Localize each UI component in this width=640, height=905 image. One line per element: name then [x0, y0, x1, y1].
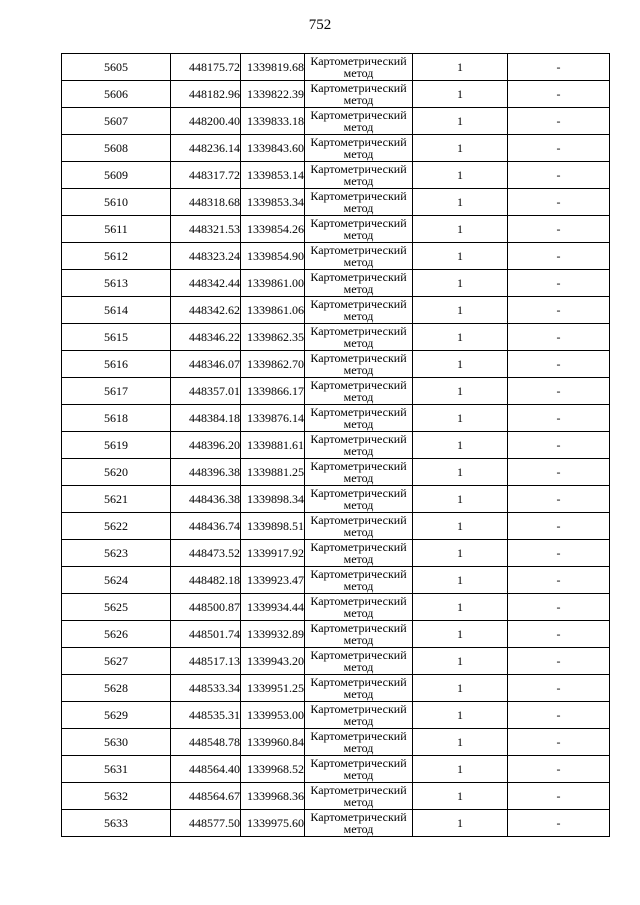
- y-coordinate-cell: 1339876.14: [241, 405, 305, 432]
- x-coordinate-cell: 448346.07: [171, 351, 241, 378]
- method-line2: метод: [343, 714, 374, 728]
- point-number-cell: 5610: [62, 189, 171, 216]
- point-number-cell: 5612: [62, 243, 171, 270]
- table-row: [62, 702, 610, 729]
- y-coordinate-cell: 1339975.60: [241, 810, 305, 837]
- x-coordinate-cell: 448236.14: [171, 135, 241, 162]
- method-line2: метод: [343, 66, 374, 80]
- y-coordinate-cell: 1339866.17: [241, 378, 305, 405]
- description-cell: -: [508, 216, 610, 243]
- y-coordinate-cell: 1339861.00: [241, 270, 305, 297]
- point-number-cell: 5628: [62, 675, 171, 702]
- x-coordinate-cell: 448535.31: [171, 702, 241, 729]
- method-cell: [305, 459, 413, 486]
- method-line1: Картометрический: [310, 810, 407, 824]
- description-cell: -: [508, 432, 610, 459]
- y-coordinate-cell: 1339953.00: [241, 702, 305, 729]
- y-coordinate-cell: 1339822.39: [241, 81, 305, 108]
- method-line1: Картометрический: [310, 729, 407, 743]
- method-cell: [305, 297, 413, 324]
- x-coordinate-cell: 448175.72: [171, 54, 241, 81]
- method-cell: [305, 270, 413, 297]
- point-number-cell: 5622: [62, 513, 171, 540]
- method-cell: [305, 648, 413, 675]
- method-cell: [305, 405, 413, 432]
- method-line2: метод: [343, 552, 374, 566]
- x-coordinate-cell: 448396.38: [171, 459, 241, 486]
- accuracy-cell: 1: [413, 567, 508, 594]
- accuracy-cell: 1: [413, 648, 508, 675]
- y-coordinate-cell: 1339862.35: [241, 324, 305, 351]
- description-cell: -: [508, 486, 610, 513]
- method-line2: метод: [343, 282, 374, 296]
- method-line2: метод: [343, 147, 374, 161]
- accuracy-cell: 1: [413, 810, 508, 837]
- method-cell: [305, 324, 413, 351]
- table-row: [62, 675, 610, 702]
- method-cell: [305, 81, 413, 108]
- table-row: [62, 513, 610, 540]
- x-coordinate-cell: 448548.78: [171, 729, 241, 756]
- y-coordinate-cell: 1339951.25: [241, 675, 305, 702]
- method-line2: метод: [343, 120, 374, 134]
- method-line1: Картометрический: [310, 486, 407, 500]
- method-line2: метод: [343, 498, 374, 512]
- method-cell: [305, 108, 413, 135]
- point-number-cell: 5631: [62, 756, 171, 783]
- description-cell: -: [508, 405, 610, 432]
- table-row: [62, 432, 610, 459]
- table-row: [62, 81, 610, 108]
- description-cell: -: [508, 621, 610, 648]
- method-cell: [305, 675, 413, 702]
- y-coordinate-cell: 1339898.51: [241, 513, 305, 540]
- y-coordinate-cell: 1339968.52: [241, 756, 305, 783]
- table-row: [62, 243, 610, 270]
- method-line2: метод: [343, 687, 374, 701]
- x-coordinate-cell: 448577.50: [171, 810, 241, 837]
- method-line2: метод: [343, 255, 374, 269]
- method-line1: Картометрический: [310, 54, 407, 68]
- table-row: [62, 648, 610, 675]
- method-cell: [305, 702, 413, 729]
- y-coordinate-cell: 1339923.47: [241, 567, 305, 594]
- accuracy-cell: 1: [413, 756, 508, 783]
- method-line1: Картометрический: [310, 675, 407, 689]
- method-line1: Картометрический: [310, 108, 407, 122]
- accuracy-cell: 1: [413, 459, 508, 486]
- description-cell: -: [508, 648, 610, 675]
- method-cell: [305, 378, 413, 405]
- accuracy-cell: 1: [413, 486, 508, 513]
- method-cell: [305, 486, 413, 513]
- method-cell: [305, 621, 413, 648]
- method-line1: Картометрический: [310, 270, 407, 284]
- method-line2: метод: [343, 309, 374, 323]
- accuracy-cell: 1: [413, 675, 508, 702]
- method-line1: Картометрический: [310, 351, 407, 365]
- x-coordinate-cell: 448342.44: [171, 270, 241, 297]
- y-coordinate-cell: 1339862.70: [241, 351, 305, 378]
- method-cell: [305, 513, 413, 540]
- accuracy-cell: 1: [413, 324, 508, 351]
- point-number-cell: 5621: [62, 486, 171, 513]
- x-coordinate-cell: 448346.22: [171, 324, 241, 351]
- accuracy-cell: 1: [413, 270, 508, 297]
- description-cell: -: [508, 270, 610, 297]
- method-line1: Картометрический: [310, 594, 407, 608]
- x-coordinate-cell: 448501.74: [171, 621, 241, 648]
- method-line2: метод: [343, 633, 374, 647]
- accuracy-cell: 1: [413, 621, 508, 648]
- method-line1: Картометрический: [310, 756, 407, 770]
- x-coordinate-cell: 448436.38: [171, 486, 241, 513]
- table-row: [62, 594, 610, 621]
- point-number-cell: 5629: [62, 702, 171, 729]
- method-cell: [305, 756, 413, 783]
- y-coordinate-cell: 1339853.14: [241, 162, 305, 189]
- table-row: [62, 189, 610, 216]
- page-number: 752: [308, 17, 332, 33]
- description-cell: -: [508, 162, 610, 189]
- description-cell: -: [508, 810, 610, 837]
- x-coordinate-cell: 448342.62: [171, 297, 241, 324]
- description-cell: -: [508, 513, 610, 540]
- method-cell: [305, 243, 413, 270]
- method-cell: [305, 540, 413, 567]
- point-number-cell: 5615: [62, 324, 171, 351]
- table-row: [62, 135, 610, 162]
- description-cell: -: [508, 189, 610, 216]
- description-cell: -: [508, 540, 610, 567]
- method-line1: Картометрический: [310, 405, 407, 419]
- x-coordinate-cell: 448564.40: [171, 756, 241, 783]
- table-row: [62, 378, 610, 405]
- description-cell: -: [508, 702, 610, 729]
- method-line1: Картометрический: [310, 459, 407, 473]
- method-line1: Картометрический: [310, 783, 407, 797]
- point-number-cell: 5626: [62, 621, 171, 648]
- method-line2: метод: [343, 606, 374, 620]
- accuracy-cell: 1: [413, 297, 508, 324]
- y-coordinate-cell: 1339833.18: [241, 108, 305, 135]
- accuracy-cell: 1: [413, 729, 508, 756]
- method-cell: [305, 162, 413, 189]
- method-line1: Картометрический: [310, 297, 407, 311]
- method-cell: [305, 567, 413, 594]
- accuracy-cell: 1: [413, 108, 508, 135]
- x-coordinate-cell: 448318.68: [171, 189, 241, 216]
- point-number-cell: 5623: [62, 540, 171, 567]
- point-number-cell: 5605: [62, 54, 171, 81]
- description-cell: -: [508, 324, 610, 351]
- method-line1: Картометрический: [310, 432, 407, 446]
- x-coordinate-cell: 448321.53: [171, 216, 241, 243]
- table-row: [62, 270, 610, 297]
- y-coordinate-cell: 1339898.34: [241, 486, 305, 513]
- description-cell: -: [508, 675, 610, 702]
- description-cell: -: [508, 243, 610, 270]
- y-coordinate-cell: 1339934.44: [241, 594, 305, 621]
- x-coordinate-cell: 448182.96: [171, 81, 241, 108]
- method-cell: [305, 594, 413, 621]
- method-cell: [305, 729, 413, 756]
- table-row: [62, 621, 610, 648]
- description-cell: -: [508, 756, 610, 783]
- accuracy-cell: 1: [413, 432, 508, 459]
- y-coordinate-cell: 1339943.20: [241, 648, 305, 675]
- method-line2: метод: [343, 174, 374, 188]
- point-number-cell: 5632: [62, 783, 171, 810]
- table-row: [62, 297, 610, 324]
- x-coordinate-cell: 448200.40: [171, 108, 241, 135]
- table-row: [62, 324, 610, 351]
- point-number-cell: 5625: [62, 594, 171, 621]
- method-line1: Картометрический: [310, 135, 407, 149]
- accuracy-cell: 1: [413, 378, 508, 405]
- accuracy-cell: 1: [413, 513, 508, 540]
- x-coordinate-cell: 448482.18: [171, 567, 241, 594]
- method-line1: Картометрический: [310, 621, 407, 635]
- method-line2: метод: [343, 93, 374, 107]
- point-number-cell: 5618: [62, 405, 171, 432]
- method-line1: Картометрический: [310, 189, 407, 203]
- point-number-cell: 5630: [62, 729, 171, 756]
- method-cell: [305, 216, 413, 243]
- coordinates-table: [61, 53, 610, 837]
- description-cell: -: [508, 729, 610, 756]
- table-row: [62, 756, 610, 783]
- table-row: [62, 810, 610, 837]
- method-line1: Картометрический: [310, 81, 407, 95]
- description-cell: -: [508, 54, 610, 81]
- y-coordinate-cell: 1339932.89: [241, 621, 305, 648]
- table-row: [62, 351, 610, 378]
- point-number-cell: 5624: [62, 567, 171, 594]
- y-coordinate-cell: 1339861.06: [241, 297, 305, 324]
- point-number-cell: 5627: [62, 648, 171, 675]
- table-row: [62, 486, 610, 513]
- x-coordinate-cell: 448396.20: [171, 432, 241, 459]
- method-line1: Картометрический: [310, 216, 407, 230]
- x-coordinate-cell: 448384.18: [171, 405, 241, 432]
- description-cell: -: [508, 297, 610, 324]
- accuracy-cell: 1: [413, 243, 508, 270]
- point-number-cell: 5613: [62, 270, 171, 297]
- y-coordinate-cell: 1339843.60: [241, 135, 305, 162]
- method-line2: метод: [343, 660, 374, 674]
- point-number-cell: 5617: [62, 378, 171, 405]
- table-row: [62, 459, 610, 486]
- method-line1: Картометрический: [310, 162, 407, 176]
- method-line1: Картометрический: [310, 378, 407, 392]
- accuracy-cell: 1: [413, 594, 508, 621]
- method-line2: метод: [343, 201, 374, 215]
- table-row: [62, 54, 610, 81]
- y-coordinate-cell: 1339881.61: [241, 432, 305, 459]
- accuracy-cell: 1: [413, 351, 508, 378]
- x-coordinate-cell: 448517.13: [171, 648, 241, 675]
- x-coordinate-cell: 448500.87: [171, 594, 241, 621]
- method-cell: [305, 351, 413, 378]
- method-line1: Картометрический: [310, 324, 407, 338]
- x-coordinate-cell: 448533.34: [171, 675, 241, 702]
- y-coordinate-cell: 1339819.68: [241, 54, 305, 81]
- description-cell: -: [508, 135, 610, 162]
- point-number-cell: 5611: [62, 216, 171, 243]
- table-row: [62, 567, 610, 594]
- method-line1: Картометрический: [310, 702, 407, 716]
- table-body: [62, 54, 610, 837]
- point-number-cell: 5607: [62, 108, 171, 135]
- y-coordinate-cell: 1339960.84: [241, 729, 305, 756]
- method-line2: метод: [343, 228, 374, 242]
- x-coordinate-cell: 448436.74: [171, 513, 241, 540]
- point-number-cell: 5614: [62, 297, 171, 324]
- description-cell: -: [508, 567, 610, 594]
- table-row: [62, 216, 610, 243]
- method-line2: метод: [343, 390, 374, 404]
- y-coordinate-cell: 1339854.26: [241, 216, 305, 243]
- accuracy-cell: 1: [413, 162, 508, 189]
- accuracy-cell: 1: [413, 216, 508, 243]
- method-line2: метод: [343, 525, 374, 539]
- point-number-cell: 5608: [62, 135, 171, 162]
- method-cell: [305, 810, 413, 837]
- table-row: [62, 783, 610, 810]
- y-coordinate-cell: 1339853.34: [241, 189, 305, 216]
- method-cell: [305, 54, 413, 81]
- description-cell: -: [508, 459, 610, 486]
- method-line2: метод: [343, 444, 374, 458]
- y-coordinate-cell: 1339881.25: [241, 459, 305, 486]
- table-row: [62, 729, 610, 756]
- description-cell: -: [508, 351, 610, 378]
- accuracy-cell: 1: [413, 135, 508, 162]
- method-line2: метод: [343, 363, 374, 377]
- table-row: [62, 405, 610, 432]
- method-line2: метод: [343, 822, 374, 836]
- method-line2: метод: [343, 795, 374, 809]
- method-line2: метод: [343, 741, 374, 755]
- method-cell: [305, 189, 413, 216]
- method-line1: Картометрический: [310, 648, 407, 662]
- y-coordinate-cell: 1339917.92: [241, 540, 305, 567]
- accuracy-cell: 1: [413, 405, 508, 432]
- accuracy-cell: 1: [413, 81, 508, 108]
- method-cell: [305, 135, 413, 162]
- point-number-cell: 5633: [62, 810, 171, 837]
- point-number-cell: 5606: [62, 81, 171, 108]
- table-row: [62, 162, 610, 189]
- method-line2: метод: [343, 579, 374, 593]
- point-number-cell: 5616: [62, 351, 171, 378]
- accuracy-cell: 1: [413, 54, 508, 81]
- accuracy-cell: 1: [413, 540, 508, 567]
- table-row: [62, 540, 610, 567]
- accuracy-cell: 1: [413, 702, 508, 729]
- description-cell: -: [508, 594, 610, 621]
- description-cell: -: [508, 783, 610, 810]
- method-cell: [305, 783, 413, 810]
- method-line1: Картометрический: [310, 540, 407, 554]
- x-coordinate-cell: 448564.67: [171, 783, 241, 810]
- method-line1: Картометрический: [310, 567, 407, 581]
- y-coordinate-cell: 1339854.90: [241, 243, 305, 270]
- method-cell: [305, 432, 413, 459]
- method-line2: метод: [343, 417, 374, 431]
- x-coordinate-cell: 448323.24: [171, 243, 241, 270]
- x-coordinate-cell: 448357.01: [171, 378, 241, 405]
- x-coordinate-cell: 448317.72: [171, 162, 241, 189]
- method-line2: метод: [343, 336, 374, 350]
- accuracy-cell: 1: [413, 189, 508, 216]
- x-coordinate-cell: 448473.52: [171, 540, 241, 567]
- table-row: [62, 108, 610, 135]
- y-coordinate-cell: 1339968.36: [241, 783, 305, 810]
- method-line1: Картометрический: [310, 243, 407, 257]
- description-cell: -: [508, 81, 610, 108]
- method-line2: метод: [343, 768, 374, 782]
- description-cell: -: [508, 108, 610, 135]
- description-cell: -: [508, 378, 610, 405]
- point-number-cell: 5609: [62, 162, 171, 189]
- method-line1: Картометрический: [310, 513, 407, 527]
- accuracy-cell: 1: [413, 783, 508, 810]
- point-number-cell: 5619: [62, 432, 171, 459]
- method-line2: метод: [343, 471, 374, 485]
- point-number-cell: 5620: [62, 459, 171, 486]
